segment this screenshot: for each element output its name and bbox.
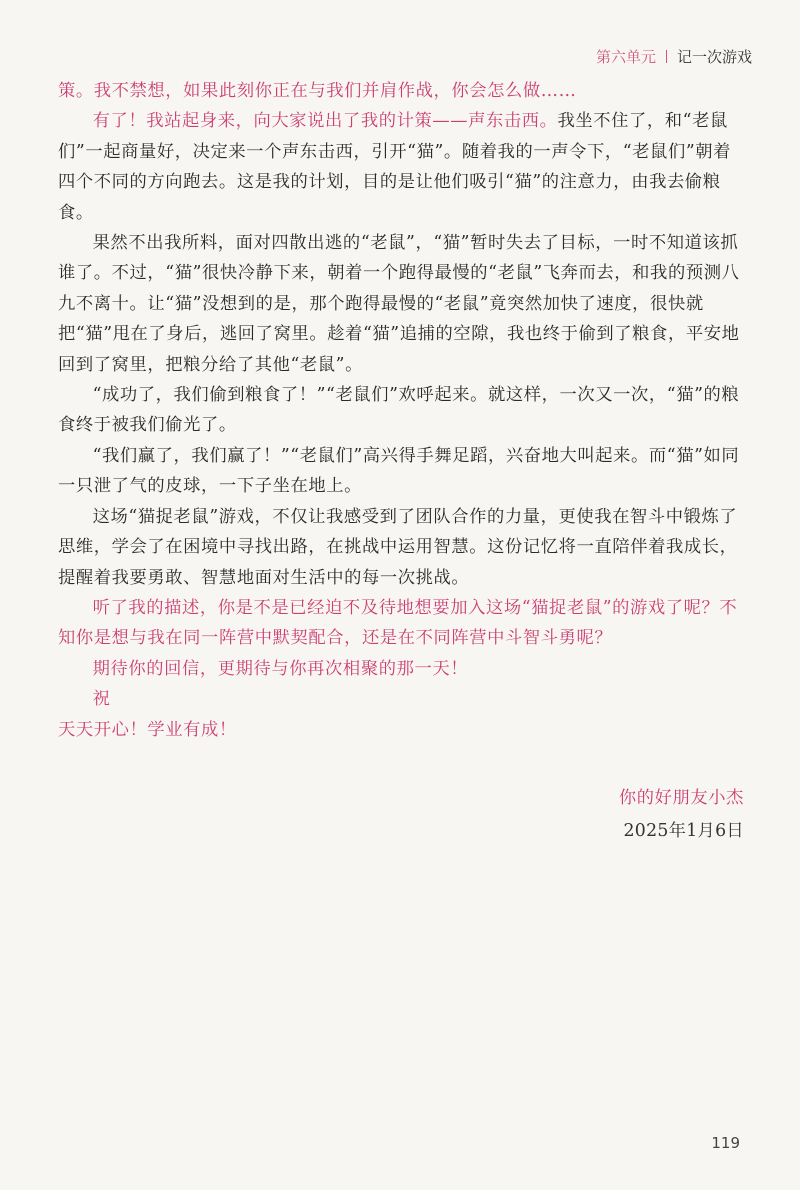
paragraph-5-deleted-text: 这份记忆将一直陪伴着我成长，提醒着我要勇敢、智慧地面对生活中的每一次挑战。: [58, 537, 738, 588]
chapter-title: 记一次游戏: [676, 48, 752, 66]
paragraph-5: [58, 502, 748, 593]
paragraph-4: “我们赢了，我们赢了！”“老鼠们”高兴得手舞足蹈，兴奋地大叫起来。而“猫”如同一只泄了气的皮球，一下子坐在地上。: [58, 445, 740, 497]
paragraph-1: [58, 106, 748, 228]
paragraph-3: “成功了，我们偷到粮食了！”“老鼠们”欢呼起来。就这样，一次又一次，“猫”的粮食终于被我们偷光了。: [58, 385, 740, 436]
paragraph-1-deleted-text: 我坐不住了，和“老鼠们”一起商量好，决定来一个声东击西，引开“猫”。: [58, 111, 728, 162]
closing-salutation: 祝: [92, 689, 111, 710]
unit-label: 第六单元: [595, 48, 656, 66]
signature-date: 2025年1月6日: [623, 821, 744, 841]
page-header: [596, 46, 752, 67]
letter-body: [58, 76, 748, 745]
page-number: 119: [711, 1134, 740, 1152]
paragraph-6: 听了我的描述，你是不是已经迫不及待地想要加入这场“猫捉老鼠”的游戏了呢？不知你是想与我在同一阵营中默契配合，还是在不同阵营中斗智斗勇呢？: [58, 597, 738, 649]
paragraph-5-text: 这场“猫捉老鼠”游戏，不仅让我感受到了团队合作的力量，更使我在智斗中锻炼了思维，学会了在困境中寻找出路，在挑战中运用智慧。: [58, 506, 738, 558]
signature-name: 你的好朋友小杰: [618, 788, 744, 808]
paragraph-0: 策。我不禁想，如果此刻你正在与我们并肩作战，你会怎么做……: [58, 81, 577, 101]
paragraph-2: 果然不出我所料，面对四散出逃的“老鼠”，“猫”暂时失去了目标，一时不知道该抓谁了。不过，“猫”很快冷静下来，朝着一个跑得最慢的“老鼠”飞奔而去，和我的预测八九不离十。让“猫”没想到的是，那个跑得最慢的“老鼠”竟突然加快了速度，很快就把“猫”甩在了身后，逃回了窝里。趁着“猫”追捕的空隙，我也终于偷到了粮食，平安地回到了窝里，把粮分给了其他“老鼠”。: [58, 233, 740, 375]
closing-wish: 天天开心！学业有成！: [58, 719, 237, 740]
header-divider: [666, 50, 667, 63]
paragraph-1-text: 随着我的一声令下，“老鼠们”朝着四个不同的方向跑去。这是我的计划，目的是让他们吸引“猫”的注意力，由我去偷粮食。: [58, 141, 732, 223]
paragraph-1-added-text: 有了！我站起身来，向大家说出了我的计策——声东击西。: [92, 111, 558, 132]
paragraph-7: 期待你的回信，更期待与你再次相聚的那一天！: [92, 658, 469, 679]
